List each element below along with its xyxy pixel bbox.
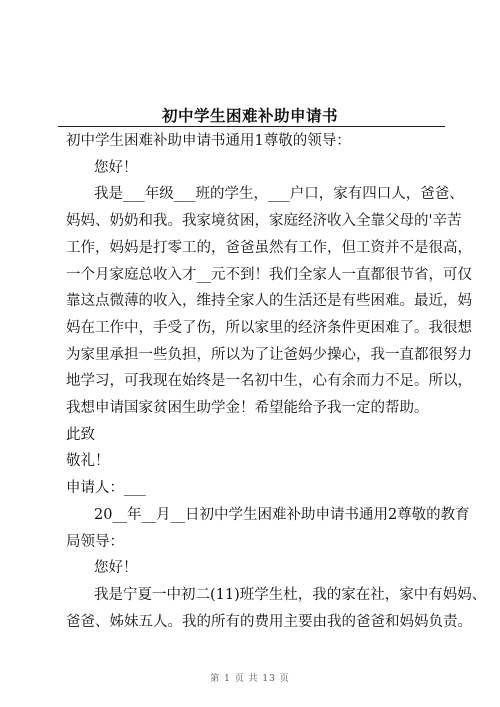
paragraph-line: 爸爸、姊妹五人。我的所有的费用主要由我的爸爸和妈妈负责。	[66, 613, 472, 630]
paragraph-line: 工作，妈妈是打零工的，爸爸虽然有工作，但工资并不是很高，	[66, 239, 472, 256]
paragraph-line: 我是宁夏一中初二(11)班学生杜，我的家在社，家中有妈妈、	[94, 586, 487, 603]
title-divider	[58, 126, 445, 127]
document-title: 初中学生困难补助申请书	[161, 106, 338, 125]
paragraph-line: 地学习，可我现在始终是一名初中生，心有余而力不足。所以，	[66, 373, 472, 390]
paragraph-line: 敬礼！	[66, 453, 110, 470]
paragraph-line: 妈妈、奶奶和我。我家境贫困，家庭经济收入全靠父母的'辛苦	[66, 213, 462, 230]
paragraph-line: 20__年__月__日初中学生困难补助申请书通用2尊敬的教育	[94, 506, 470, 523]
paragraph-line: 初中学生困难补助申请书通用1尊敬的领导：	[66, 133, 351, 149]
paragraph-line: 我是___年级___班的学生，___户口，家有四口人，爸爸、	[94, 186, 464, 203]
paragraph-line: 一个月家庭总收入才__元不到！我们全家人一直都很节省，可仅	[66, 266, 472, 283]
paragraph-line: 您好！	[94, 159, 138, 176]
paragraph-line: 局领导：	[66, 533, 124, 550]
page-number: 第 1 页 共 13 页	[210, 674, 290, 684]
paragraph-line: 为家里承担一些负担，所以为了让爸妈少操心，我一直都很努力	[66, 346, 472, 363]
paragraph-line: 您好！	[94, 560, 138, 577]
document-body	[66, 128, 487, 635]
paragraph-line: 此致	[66, 426, 95, 443]
paragraph-line: 我想申请国家贫困生助学金！希望能给予我一定的帮助。	[66, 400, 429, 417]
paragraph-line: 妈在工作中，手受了伤，所以家里的经济条件更困难了。我很想	[66, 319, 472, 336]
paragraph-line: 申请人：___	[66, 480, 146, 497]
paragraph-line: 靠这点微薄的收入，维持全家人的生活还是有些困难。最近，妈	[66, 293, 472, 310]
